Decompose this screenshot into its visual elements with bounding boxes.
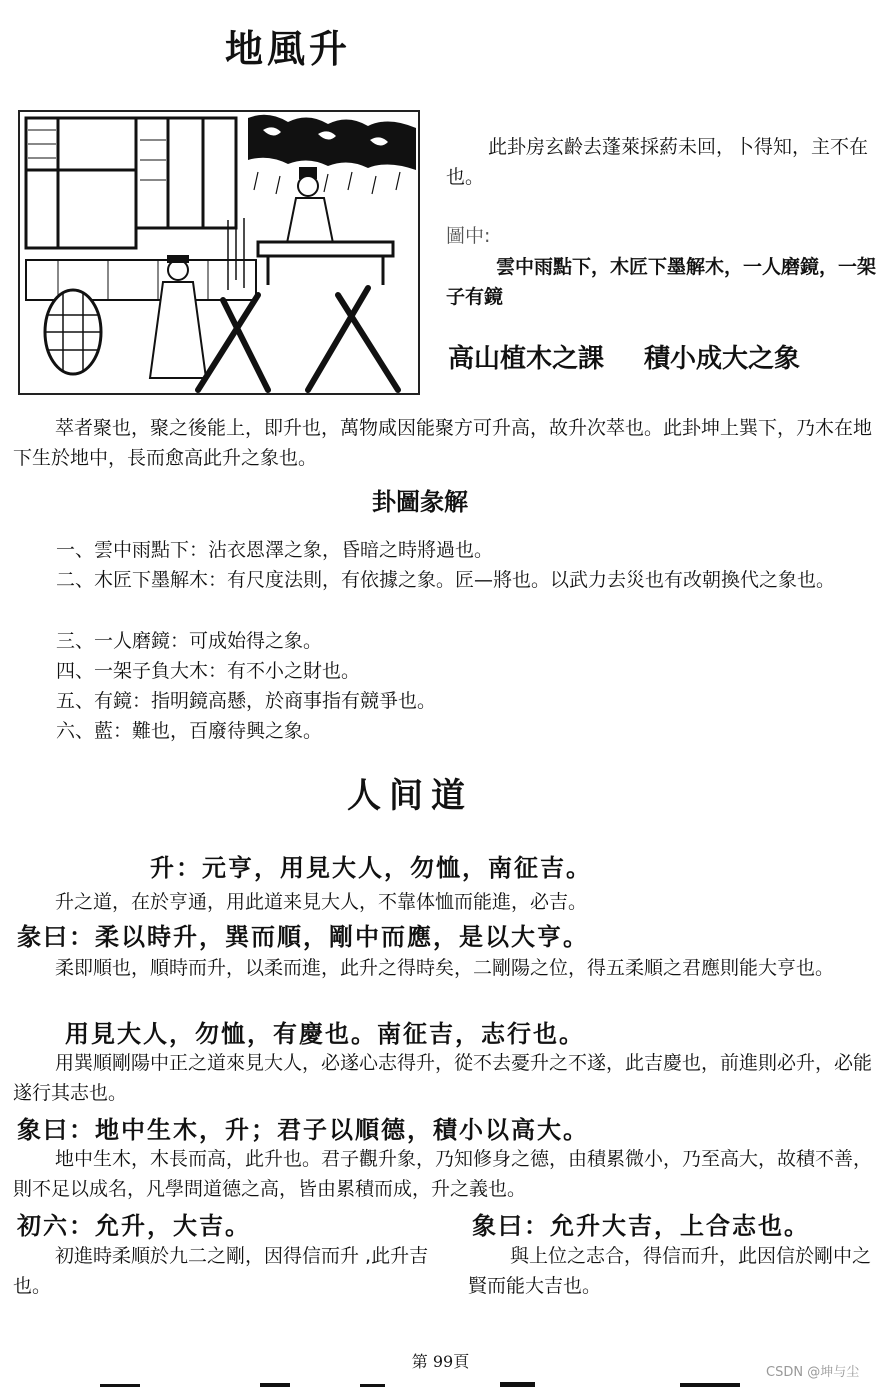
hexagram-title: 地風升 xyxy=(225,26,352,71)
course-line xyxy=(448,338,800,375)
tuan-explanation-2: 用巽順剛陽中正之道來見大人，必遂心志得升，從不去憂升之不遂，此吉慶也，前進則必升，必能遂行其志也。 xyxy=(13,1052,873,1104)
tuan-heading-2: 用見大人，勿恤，有慶也。南征吉，志行也。 xyxy=(65,1019,585,1048)
chu-liu-heading: 初六：允升，大吉。 xyxy=(17,1211,251,1240)
list-item: 四、一架子負大木：有不小之財也。 xyxy=(56,660,361,682)
illustration-description: 雲中雨點下，木匠下墨解木，一人磨鏡，一架子有鏡 xyxy=(446,256,877,308)
gua-ci-heading: 升：元亨，用見大人，勿恤，南征吉。 xyxy=(150,853,592,882)
gua-ci-explanation: 升之道，在於亨通，用此道来見大人，不靠体恤而能進，必吉。 xyxy=(55,891,588,913)
next-page-cutoff xyxy=(0,1378,881,1387)
list-item: 二、木匠下墨解木：有尺度法則，有依據之象。匠—將也。以武力去災也有改朝換代之象也。 xyxy=(56,569,836,591)
list-item: 六、藍：難也，百廢待興之象。 xyxy=(56,720,323,742)
cui-paragraph: 萃者聚也，聚之後能上，即升也，萬物咸因能聚方可升高，故升次萃也。此卦坤上巽下，乃木在地下生於地中，長而愈高此升之象也。 xyxy=(13,417,873,469)
course-left: 高山植木之課 xyxy=(448,344,605,374)
section-title: 卦圖彖解 xyxy=(372,487,468,516)
watermark: CSDN @坤与尘 xyxy=(766,1365,860,1380)
tuan-heading-1: 彖曰：柔以時升，巽而順，剛中而應，是以大亨。 xyxy=(17,922,589,951)
list-item: 三、一人磨鏡：可成始得之象。 xyxy=(56,630,323,652)
intro-text: 此卦房玄齡去蓬萊採葯未回，卜得知，主不在也。 xyxy=(446,136,869,188)
list-item: 一、雲中雨點下：沾衣恩澤之象，昏暗之時將過也。 xyxy=(56,539,494,561)
chu-liu-xiang-explanation: 與上位之志合，得信而升，此因信於剛中之賢而能大吉也。 xyxy=(468,1245,872,1297)
xiang-explanation: 地中生木，木長而高，此升也。君子觀升象，乃知修身之德，由積累微小，乃至高大，故積不善，則不足以成名，凡學問道德之高，皆由累積而成，升之義也。 xyxy=(13,1148,873,1200)
woodcut-illustration xyxy=(18,110,420,395)
tuan-explanation-1: 柔即順也，順時而升，以柔而進，此升之得時矣，二剛陽之位，得五柔順之君應則能大亨也。 xyxy=(55,957,835,979)
course-right: 積小成大之象 xyxy=(644,344,801,374)
chu-liu-xiang-heading: 象曰：允升大吉，上合志也。 xyxy=(472,1211,810,1240)
chu-liu-explanation: 初進時柔順於九二之剛，因得信而升 ,此升吉也。 xyxy=(13,1245,429,1297)
section-title-rendao: 人间道 xyxy=(347,776,473,816)
illustration-label: 圖中: xyxy=(446,225,491,247)
page-number: 第 99頁 xyxy=(411,1352,470,1371)
list-item: 五、有鏡：指明鏡高懸，於商事指有競爭也。 xyxy=(56,690,437,712)
xiang-heading: 象曰：地中生木，升；君子以順德，積小以高大。 xyxy=(17,1115,589,1144)
